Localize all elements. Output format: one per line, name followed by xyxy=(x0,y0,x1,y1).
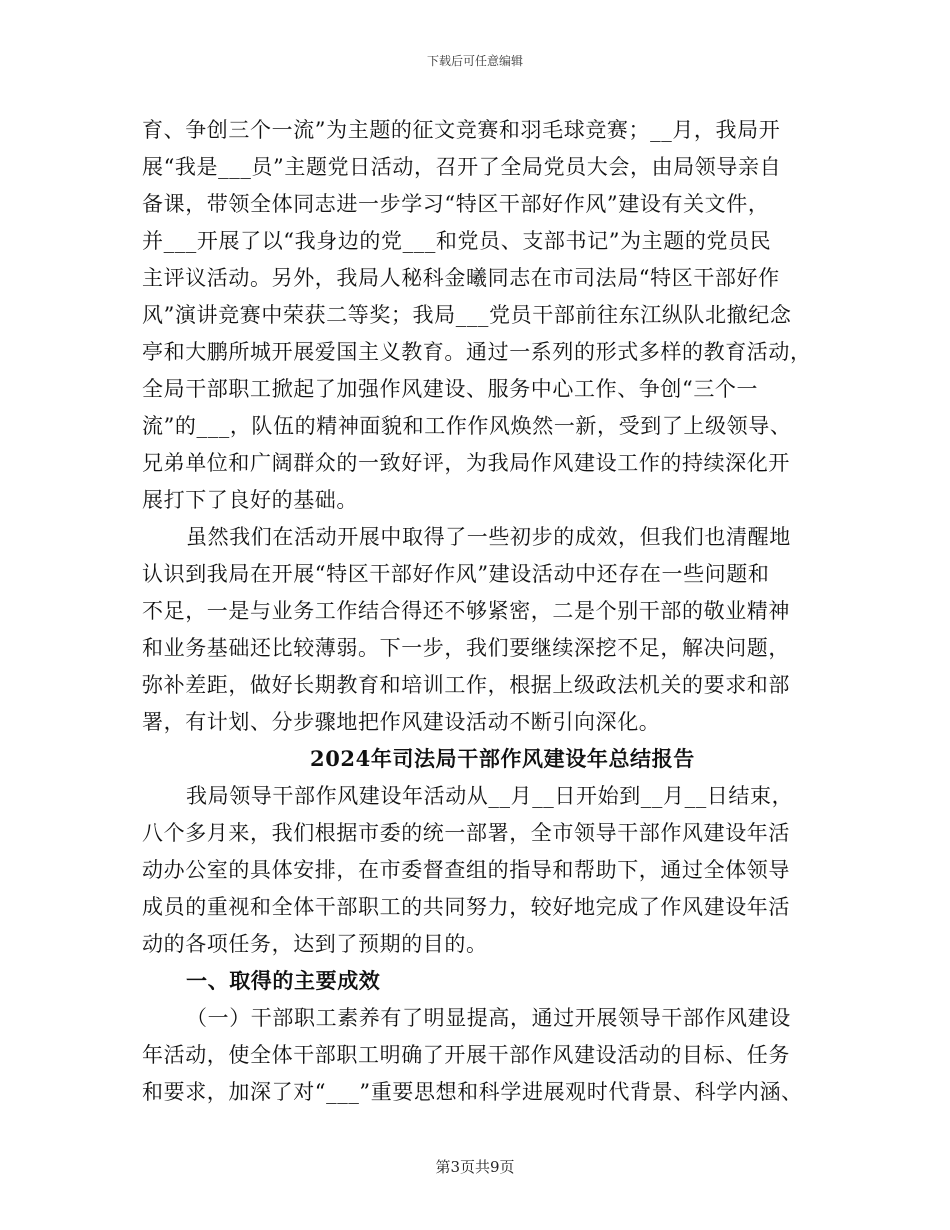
section-heading: 一、取得的主要成效 xyxy=(186,968,381,993)
paragraph-line: 展打下了良好的基础。 xyxy=(142,488,358,512)
paragraph-line: 动办公室的具体安排，在市委督查组的指导和帮助下，通过全体领导 xyxy=(142,858,790,882)
paragraph-line: 八个多月来，我们根据市委的统一部署，全市领导干部作风建设年活 xyxy=(142,821,790,845)
paragraph-line: 成员的重视和全体干部职工的共同努力，较好地完成了作风建设年活 xyxy=(142,895,790,919)
paragraph-line: 弥补差距，做好长期教育和培训工作，根据上级政法机关的要求和部 xyxy=(142,673,790,697)
paragraph-line: 认识到我局在开展“特区干部好作风”建设活动中还存在一些问题和 xyxy=(142,562,770,586)
paragraph-line: 风”演讲竞赛中荣获二等奖；我局___党员干部前往东江纵队北撤纪念 xyxy=(142,303,792,327)
paragraph-line: 流”的___，队伍的精神面貌和工作作风焕然一新，受到了上级领导、 xyxy=(142,414,792,438)
paragraph-line: 我局领导干部作风建设年活动从__月__日开始到__月__日结束， xyxy=(186,784,794,808)
paragraph-line: 全局干部职工掀起了加强作风建设、服务中心工作、争创“三个一 xyxy=(142,377,759,401)
paragraph-line: 署，有计划、分步骤地把作风建设活动不断引向深化。 xyxy=(142,710,661,734)
paragraph-line: 虽然我们在活动开展中取得了一些初步的成效，但我们也清醒地 xyxy=(186,525,791,549)
paragraph-line: 兄弟单位和广阔群众的一致好评，为我局作风建设工作的持续深化开 xyxy=(142,451,790,475)
paragraph-line: 并___开展了以“我身边的党___和党员、支部书记”为主题的党员民 xyxy=(142,229,772,253)
paragraph-line: 展“我是___员”主题党日活动，召开了全局党员大会，由局领导亲自 xyxy=(142,155,782,179)
page-footer: 第3页共9页 xyxy=(435,1158,515,1176)
paragraph-line: 备课，带领全体同志进一步学习“特区干部好作风”建设有关文件， xyxy=(142,192,770,216)
paragraph-line: 动的各项任务，达到了预期的目的。 xyxy=(142,932,488,956)
page-header: 下载后可任意编辑 xyxy=(426,54,523,68)
paragraph-line: 和要求，加深了对“___”重要思想和科学进展观时代背景、科学内涵、 xyxy=(142,1080,803,1104)
paragraph-line: 主评议活动。另外，我局人秘科金曦同志在市司法局“特区干部好作 xyxy=(142,266,780,290)
paragraph-line: 育、争创三个一流”为主题的征文竞赛和羽毛球竞赛；__月，我局开 xyxy=(142,118,781,142)
paragraph-line: 和业务基础还比较薄弱。下一步，我们要继续深挖不足，解决问题， xyxy=(142,636,790,660)
paragraph-line: 年活动，使全体干部职工明确了开展干部作风建设活动的目标、任务 xyxy=(142,1043,790,1067)
paragraph-line: 亭和大鹏所城开展爱国主义教育。通过一系列的形式多样的教育活动， xyxy=(142,340,812,364)
paragraph-line: 不足，一是与业务工作结合得还不够紧密，二是个别干部的敬业精神 xyxy=(142,599,790,623)
paragraph-line: （一）干部职工素养有了明显提高，通过开展领导干部作风建设 xyxy=(186,1006,791,1030)
document-title: 2024年司法局干部作风建设年总结报告 xyxy=(310,746,695,771)
